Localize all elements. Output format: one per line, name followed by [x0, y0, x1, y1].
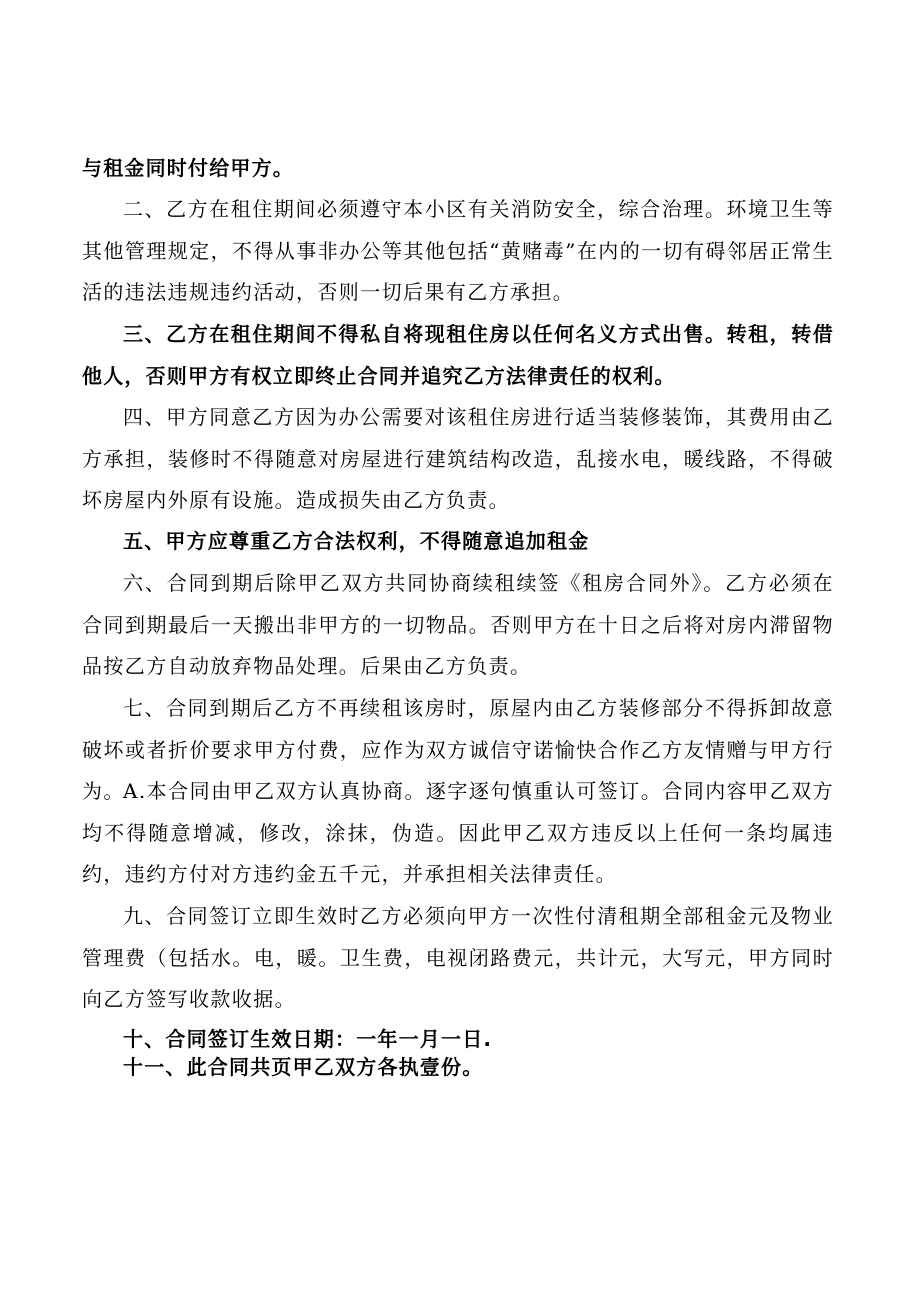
- paragraph-rent-payment-tail: 与租金同时付给甲方。: [82, 156, 294, 180]
- paragraph-clause-a: A.本合同由甲乙双方认真协商。逐字逐句慎重认可签订。合同内容甲乙双方均不得随意增减，修改，涂抹，伪造。因此甲乙双方违反以上任何一条均属违约，违约方付对方违约金五千元，并承担相关法律责任。: [82, 779, 834, 886]
- paragraph-clause-4: 四、甲方同意乙方因为办公需要对该租住房进行适当装修装饰，其费用由乙方承担，装修时不得随意对房屋进行建筑结构改造，乱接水电，暖线路，不得破坏房屋内外原有设施。造成损失由乙方负责。: [82, 405, 834, 512]
- paragraph-clause-10: 十、合同签订生效日期：一年一月一日.: [123, 1027, 493, 1051]
- paragraph-clause-7: 七、合同到期后乙方不再续租该房时，原屋内由乙方装修部分不得拆卸故意破坏或者折价要求甲方付费，应作为双方诚信守诺愉快合作乙方友情赠与甲方行为。: [82, 696, 834, 803]
- paragraph-clause-6: 六、合同到期后除甲乙双方共同协商续租续签《租房合同外》。乙方必须在合同到期最后一天搬出非甲方的一切物品。否则甲方在十日之后将对房内滞留物品按乙方自动放弃物品处理。后果由乙方负责。: [82, 571, 834, 678]
- paragraph-clause-3: 三、乙方在租住期间不得私自将现租住房以任何名义方式出售。转租，转借他人，否则甲方有权立即终止合同并追究乙方法律责任的权利。: [82, 322, 834, 388]
- paragraph-clause-5: 五、甲方应尊重乙方合法权利，不得随意追加租金: [123, 529, 590, 553]
- paragraph-clause-2: 二、乙方在租住期间必须遵守本小区有关消防安全，综合治理。环境卫生等其他管理规定，不得从事非办公等其他包括“黄赌毒”在内的一切有碍邻居正常生活的违法违规违约活动，否则一切后果有乙方承担。: [82, 197, 834, 304]
- paragraph-clause-9: 九、合同签订立即生效时乙方必须向甲方一次性付清租期全部租金元及物业管理费（包括水。电，暖。卫生费，电视闭路费元，共计元，大写元，甲方同时向乙方签写收款收据。: [82, 904, 834, 1011]
- paragraph-clause-11: 十一、此合同共页甲乙双方各执壹份。: [123, 1055, 484, 1079]
